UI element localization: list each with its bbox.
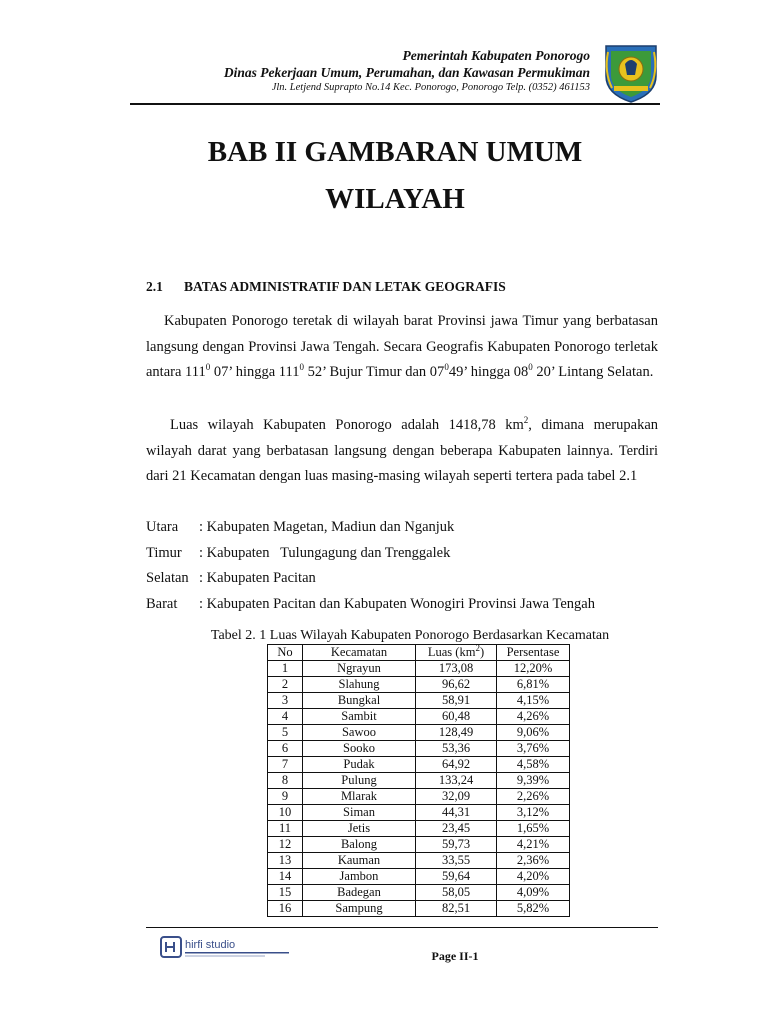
- cell-kecamatan: Slahung: [303, 677, 416, 693]
- cell-luas: 32,09: [416, 789, 497, 805]
- cell-luas: 59,73: [416, 837, 497, 853]
- header-kecamatan: Kecamatan: [303, 645, 416, 661]
- cell-no: 2: [268, 677, 303, 693]
- cell-kecamatan: Kauman: [303, 853, 416, 869]
- cell-persentase: 4,21%: [497, 837, 570, 853]
- letterhead-government: Pemerintah Kabupaten Ponorogo: [402, 48, 590, 63]
- section-heading: [146, 279, 506, 295]
- cell-persentase: 12,20%: [497, 661, 570, 677]
- cell-luas: 23,45: [416, 821, 497, 837]
- cell-no: 8: [268, 773, 303, 789]
- paragraph-location: Kabupaten Ponorogo teretak di wilayah barat Provinsi jawa Timur yang berbatasan langsung dengan Provinsi Jawa Tengah. Secara Geografis Kabupaten Ponorogo terletak antara $111^0$ 07’ hingga $111^0$ 52’ Bujur Timur dan $07^049$’ hingga $08^0$ 20’ Lintang Selatan.: [146, 313, 658, 380]
- cell-kecamatan: Pulung: [303, 773, 416, 789]
- page-number: Page II-1: [431, 949, 479, 963]
- cell-luas: 33,55: [416, 853, 497, 869]
- cell-luas: 173,08: [416, 661, 497, 677]
- cell-kecamatan: Sooko: [303, 741, 416, 757]
- cell-kecamatan: Pudak: [303, 757, 416, 773]
- cell-kecamatan: Sampung: [303, 901, 416, 917]
- border-item-south: Selatan : Kabupaten Pacitan: [146, 570, 316, 586]
- border-item-west: Barat : Kabupaten Pacitan dan Kabupaten Wonogiri Provinsi Jawa Tengah: [146, 595, 595, 612]
- letterhead-department: Dinas Pekerjaan Umum, Perumahan, dan Kawasan Permukiman: [223, 65, 590, 80]
- paragraph-area: Luas wilayah Kabupaten Ponorogo adalah 1418,78 $km^2$, dimana merupakan wilayah darat yang berbatasan langsung dengan beberapa Kabupaten lainnya. Terdiri dari 21 Kecamatan dengan luas masing-masing wilayah seperti tertera pada tabel 2.1: [146, 415, 658, 484]
- cell-persentase: 4,09%: [497, 885, 570, 901]
- cell-persentase: 2,36%: [497, 853, 570, 869]
- cell-persentase: 6,81%: [497, 677, 570, 693]
- ponorogo-crest-icon: [602, 42, 660, 104]
- border-item-east: Timur : Kabupaten Tulungagung dan Trenggalek: [146, 544, 451, 561]
- hirfi-studio-logo: [160, 933, 294, 961]
- cell-no: 13: [268, 853, 303, 869]
- cell-luas: 58,05: [416, 885, 497, 901]
- table-row: [268, 709, 570, 725]
- cell-no: 9: [268, 789, 303, 805]
- table-row: [268, 901, 570, 917]
- cell-persentase: 4,20%: [497, 869, 570, 885]
- cell-kecamatan: Jetis: [303, 821, 416, 837]
- cell-kecamatan: Balong: [303, 837, 416, 853]
- header-luas: Luas $(km^2)$: [416, 645, 497, 661]
- cell-luas: 128,49: [416, 725, 497, 741]
- border-item-north: Utara : Kabupaten Magetan, Madiun dan Nganjuk: [146, 519, 455, 535]
- table-row: [268, 789, 570, 805]
- cell-kecamatan: Jambon: [303, 869, 416, 885]
- cell-luas: 44,31: [416, 805, 497, 821]
- cell-kecamatan: Sambit: [303, 709, 416, 725]
- table-header-row: [268, 645, 570, 661]
- cell-kecamatan: Mlarak: [303, 789, 416, 805]
- cell-persentase: 9,06%: [497, 725, 570, 741]
- table-row: [268, 773, 570, 789]
- header-persentase: Persentase: [497, 645, 570, 661]
- cell-luas: 133,24: [416, 773, 497, 789]
- table-row: [268, 853, 570, 869]
- cell-luas: 58,91: [416, 693, 497, 709]
- cell-luas: 82,51: [416, 901, 497, 917]
- header-no: No: [268, 645, 303, 661]
- cell-persentase: 5,82%: [497, 901, 570, 917]
- cell-kecamatan: Ngrayun: [303, 661, 416, 677]
- cell-no: 16: [268, 901, 303, 917]
- table-row: [268, 869, 570, 885]
- table-caption: Tabel 2. 1 Luas Wilayah Kabupaten Ponorogo Berdasarkan Kecamatan: [210, 628, 610, 643]
- table-row: [268, 741, 570, 757]
- header-divider: [130, 103, 660, 105]
- table-body: [268, 661, 570, 917]
- cell-no: 14: [268, 869, 303, 885]
- kecamatan-area-table: [267, 644, 570, 917]
- cell-persentase: 4,15%: [497, 693, 570, 709]
- section-title: BATAS ADMINISTRATIF DAN LETAK GEOGRAFIS: [184, 279, 506, 294]
- cell-luas: 60,48: [416, 709, 497, 725]
- table-row: [268, 805, 570, 821]
- section-number: 2.1: [146, 279, 163, 294]
- cell-no: 3: [268, 693, 303, 709]
- table-row: [268, 693, 570, 709]
- cell-persentase: 4,58%: [497, 757, 570, 773]
- cell-kecamatan: Badegan: [303, 885, 416, 901]
- table-row: [268, 821, 570, 837]
- svg-text:hirfi studio: hirfi studio: [185, 939, 236, 951]
- table-row: [268, 757, 570, 773]
- cell-persentase: 2,26%: [497, 789, 570, 805]
- cell-luas: 53,36: [416, 741, 497, 757]
- cell-persentase: 3,12%: [497, 805, 570, 821]
- cell-no: 10: [268, 805, 303, 821]
- cell-kecamatan: Bungkal: [303, 693, 416, 709]
- table-row: [268, 725, 570, 741]
- border-list: [146, 515, 658, 617]
- cell-persentase: 9,39%: [497, 773, 570, 789]
- cell-kecamatan: Siman: [303, 805, 416, 821]
- cell-luas: 59,64: [416, 869, 497, 885]
- cell-no: 15: [268, 885, 303, 901]
- table-row: [268, 885, 570, 901]
- table-row: [268, 677, 570, 693]
- cell-persentase: 1,65%: [497, 821, 570, 837]
- cell-kecamatan: Sawoo: [303, 725, 416, 741]
- letterhead-address: Jln. Letjend Suprapto No.14 Kec. Ponorogo, Ponorogo Telp. (0352) 461153: [271, 82, 590, 93]
- cell-no: 6: [268, 741, 303, 757]
- cell-no: 4: [268, 709, 303, 725]
- cell-no: 7: [268, 757, 303, 773]
- cell-no: 5: [268, 725, 303, 741]
- chapter-title-line2: WILAYAH: [325, 183, 465, 215]
- cell-persentase: 3,76%: [497, 741, 570, 757]
- letterhead: [150, 48, 590, 95]
- cell-no: 11: [268, 821, 303, 837]
- cell-luas: 64,92: [416, 757, 497, 773]
- cell-no: 12: [268, 837, 303, 853]
- cell-luas: 96,62: [416, 677, 497, 693]
- cell-persentase: 4,26%: [497, 709, 570, 725]
- table-row: [268, 837, 570, 853]
- cell-no: 1: [268, 661, 303, 677]
- chapter-title-line1: BAB II GAMBARAN UMUM: [207, 136, 583, 168]
- footer-divider: [146, 927, 658, 928]
- table-row: [268, 661, 570, 677]
